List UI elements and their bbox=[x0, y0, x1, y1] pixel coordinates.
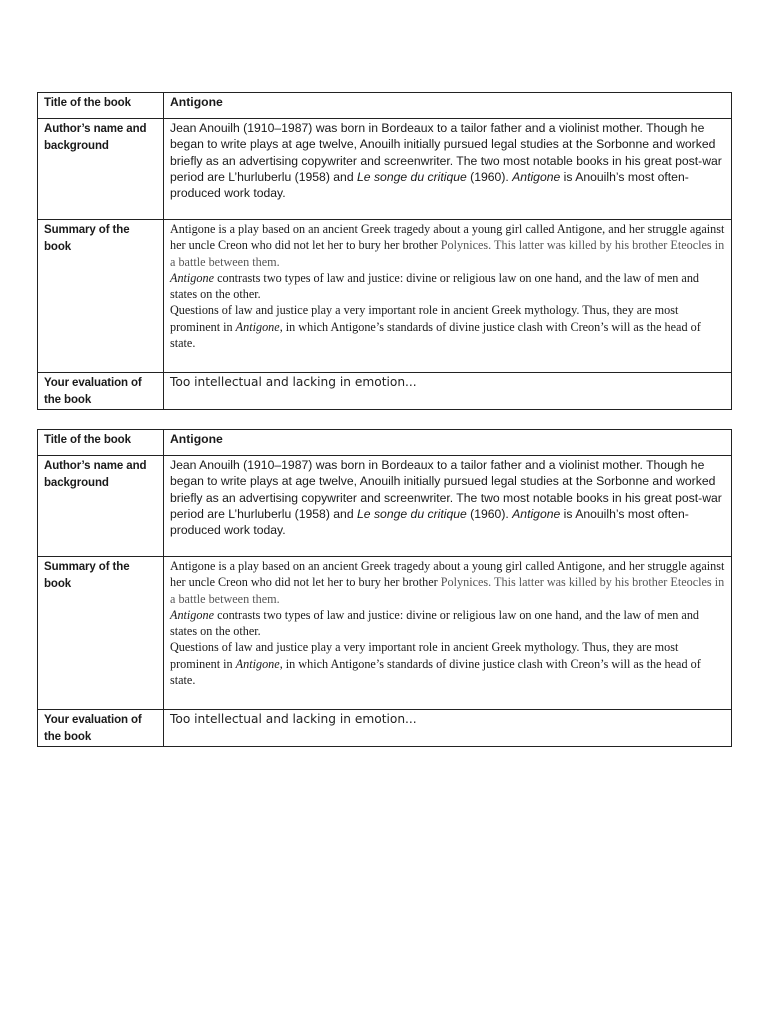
author-row bbox=[38, 456, 732, 557]
summary-label: Summary of the book bbox=[38, 557, 164, 710]
title-label: Title of the book bbox=[38, 93, 164, 119]
evaluation-label: Your evaluation of the book bbox=[38, 373, 164, 410]
evaluation-text: Too intellectual and lacking in emotion... bbox=[164, 710, 732, 747]
author-row bbox=[38, 119, 732, 220]
summary-paragraph-1: Antigone is a play based on an ancient Greek tragedy about a young girl called Antigone, and her struggle against her uncle Creon who did not let her to bury her brother Polynices. This latter was killed by his brother Eteocles in a battle between them. bbox=[170, 222, 725, 269]
title-label: Title of the book bbox=[38, 430, 164, 456]
author-label: Author’s name and background bbox=[38, 119, 164, 220]
evaluation-label: Your evaluation of the book bbox=[38, 710, 164, 747]
author-background-text: Jean Anouilh (1910–1987) was born in Bordeaux to a tailor father and a violinist mother. Though he began to write plays at age twelve, Anouilh initially pursued legal studies at the Sorbonne and worked briefly as an advertising copywriter and screenwriter. The two most notable books in his great post-war period are L’hurluberlu (1958) and Le songe du critique (1960). Antigone is Anouilh’s most often-produced work today. bbox=[164, 456, 732, 557]
evaluation-row bbox=[38, 710, 732, 747]
title-row bbox=[38, 93, 732, 119]
summary-row bbox=[38, 220, 732, 373]
evaluation-row bbox=[38, 373, 732, 410]
summary-paragraph-2: Antigone contrasts two types of law and justice: divine or religious law on one hand, and the law of men and states on the other. bbox=[170, 270, 700, 302]
author-label: Author’s name and background bbox=[38, 456, 164, 557]
author-background-text: Jean Anouilh (1910–1987) was born in Bordeaux to a tailor father and a violinist mother. Though he began to write plays at age twelve, Anouilh initially pursued legal studies at the Sorbonne and worked briefly as an advertising copywriter and screenwriter. The two most notable books in his great post-war period are L’hurluberlu (1958) and Le songe du critique (1960). Antigone is Anouilh’s most often-produced work today. bbox=[164, 119, 732, 220]
summary-paragraph-2: Antigone contrasts two types of law and justice: divine or religious law on one hand, and the law of men and states on the other. bbox=[170, 607, 700, 639]
summary-row bbox=[38, 557, 732, 710]
summary-text bbox=[164, 557, 732, 710]
book-report-table-2 bbox=[37, 429, 732, 747]
evaluation-text: Too intellectual and lacking in emotion... bbox=[164, 373, 732, 410]
title-value: Antigone bbox=[164, 93, 732, 119]
summary-paragraph-1: Antigone is a play based on an ancient Greek tragedy about a young girl called Antigone, and her struggle against her uncle Creon who did not let her to bury her brother Polynices. This latter was killed by his brother Eteocles in a battle between them. bbox=[170, 559, 725, 606]
summary-paragraph-3: Questions of law and justice play a very important role in ancient Greek mythology. Thus, they are most prominent in Antigone, in which Antigone’s standards of divine justice clash with Creon’s will as the head of state. bbox=[170, 640, 701, 688]
title-row bbox=[38, 430, 732, 456]
book-report-table-1 bbox=[37, 92, 732, 410]
summary-paragraph-3: Questions of law and justice play a very important role in ancient Greek mythology. Thus, they are most prominent in Antigone, in which Antigone’s standards of divine justice clash with Creon’s will as the head of state. bbox=[170, 303, 701, 351]
summary-label: Summary of the book bbox=[38, 220, 164, 373]
title-value: Antigone bbox=[164, 430, 732, 456]
summary-text bbox=[164, 220, 732, 373]
